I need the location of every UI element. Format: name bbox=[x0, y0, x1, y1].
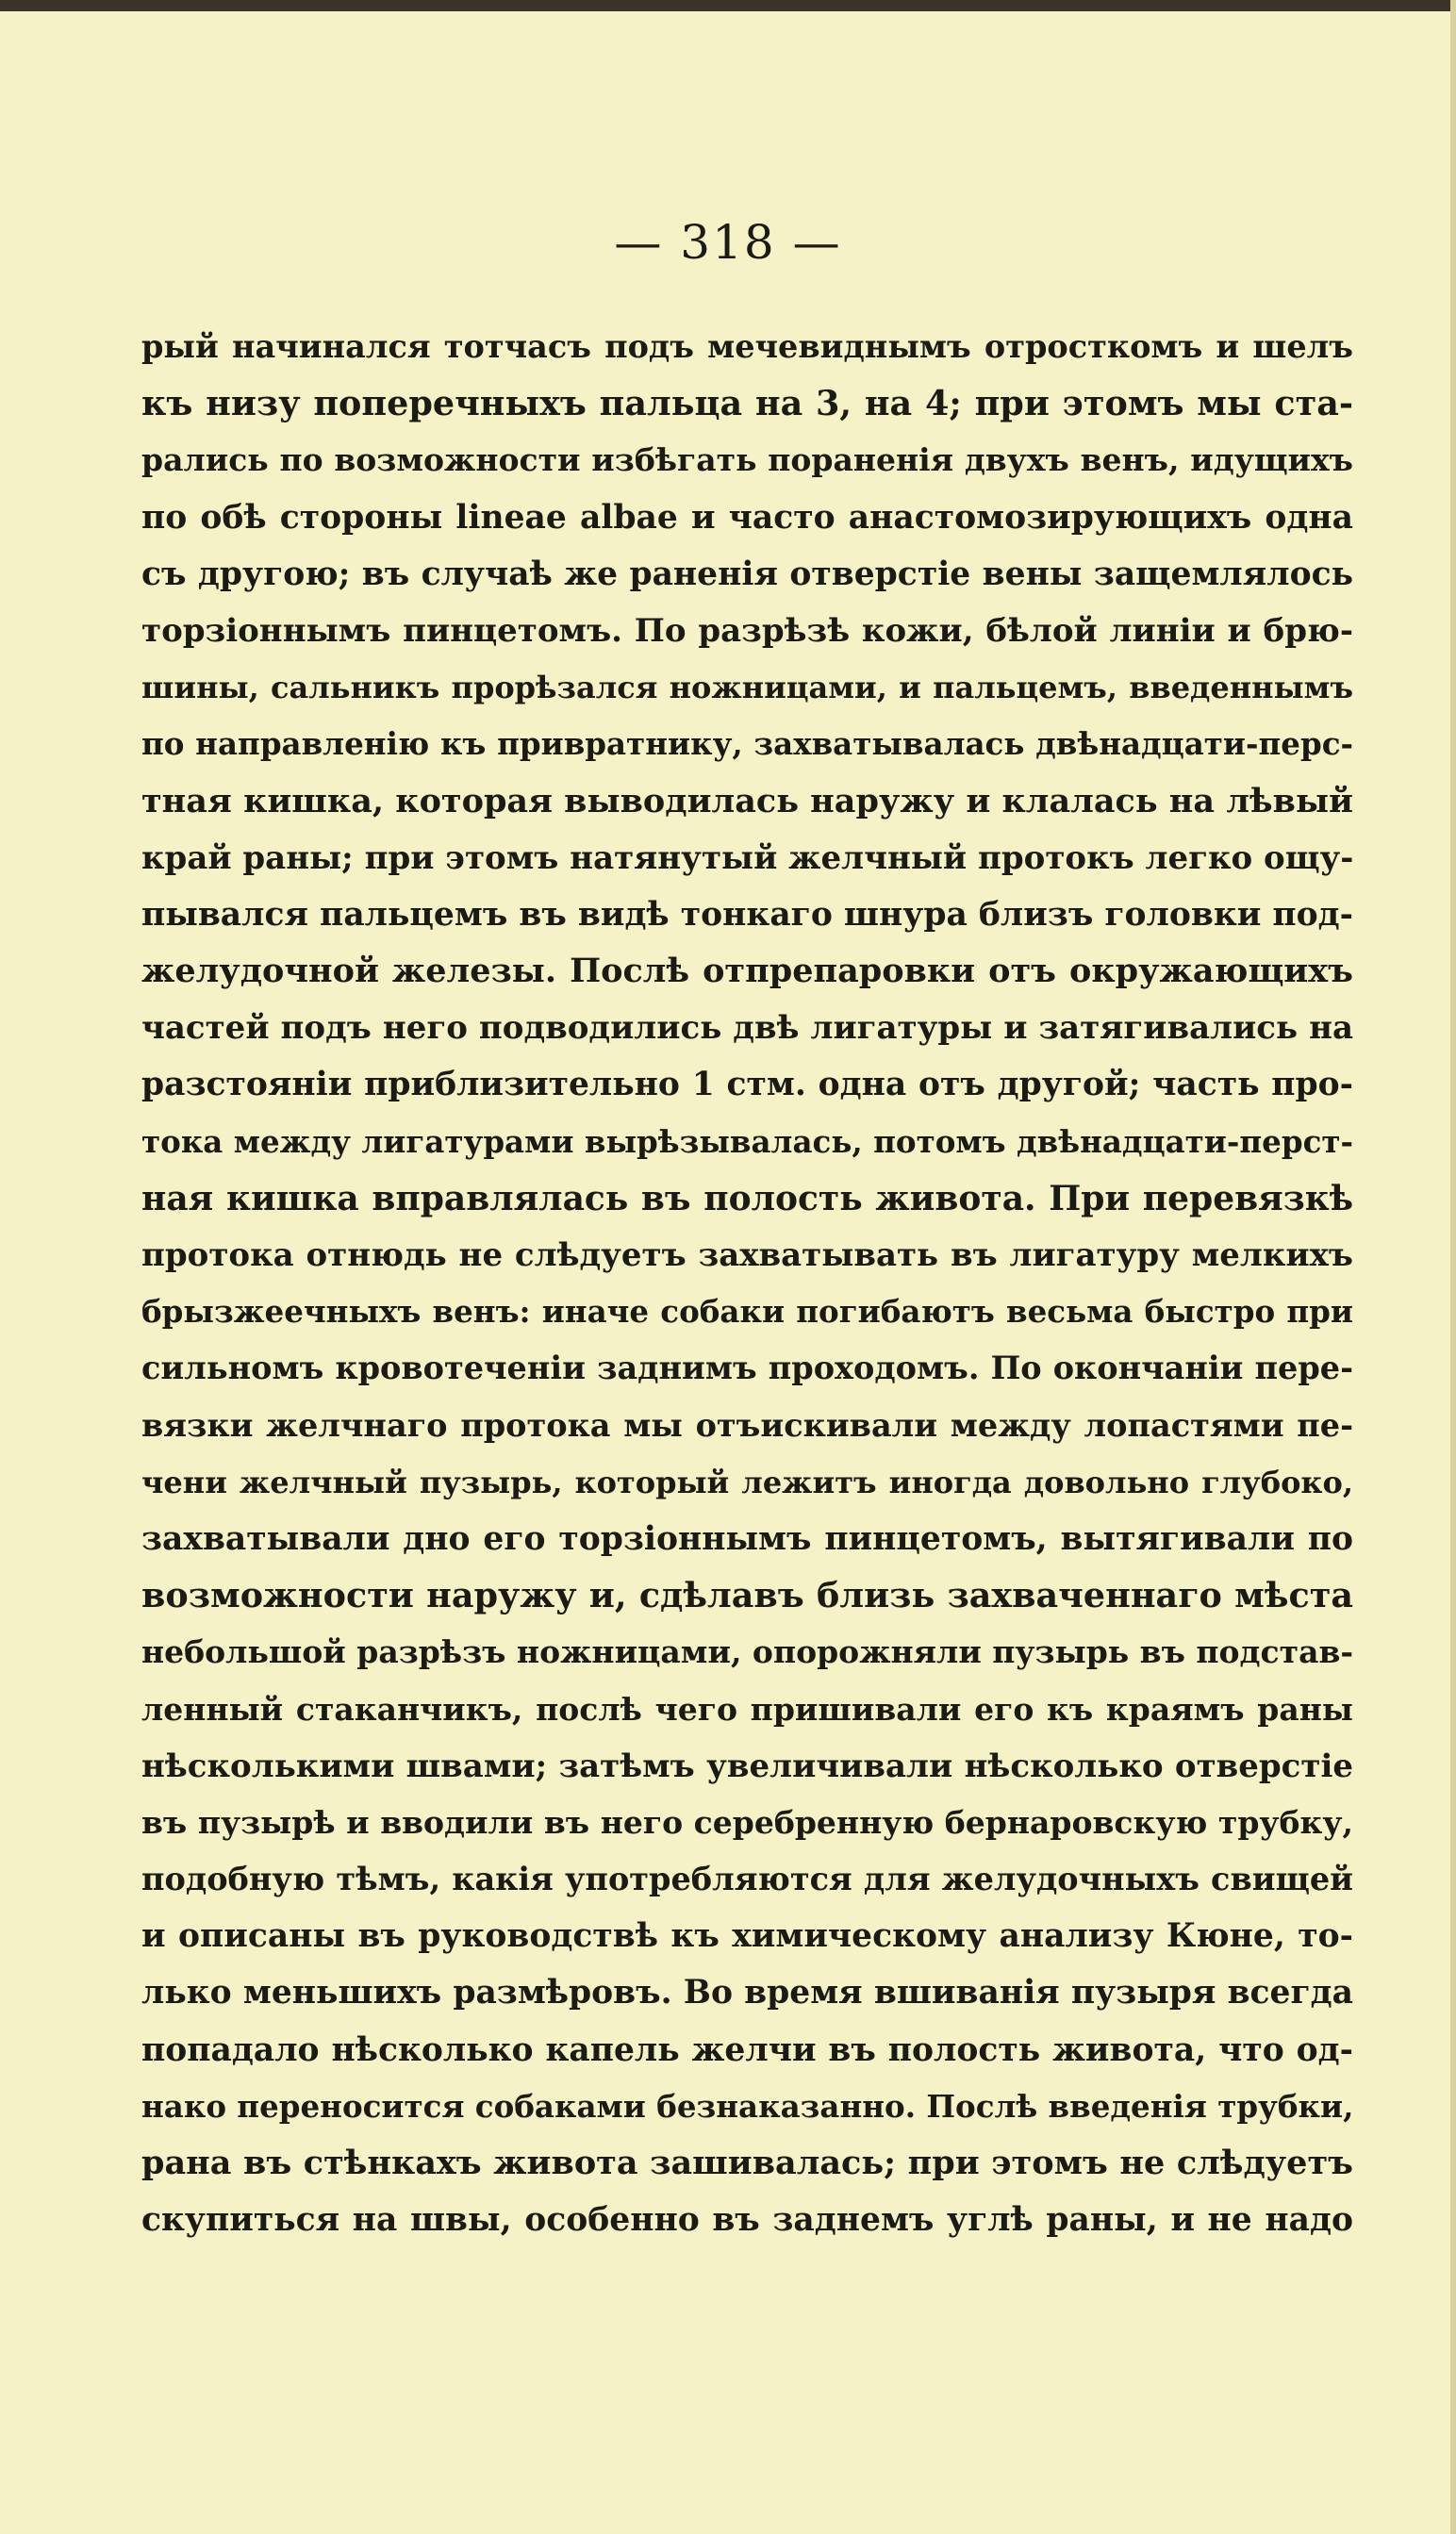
text-line: небольшой разрѣзъ ножницами, опорожняли пузырь въ подстав- bbox=[141, 1633, 1353, 1671]
page-right-edge bbox=[1450, 0, 1456, 2534]
text-line: желудочной железы. Послѣ отпрепаровки отъ окружающихъ bbox=[141, 952, 1353, 991]
text-line: попадало нѣсколько капель желчи въ полость живота, что од- bbox=[141, 2030, 1353, 2069]
text-line: лько меньшихъ размѣровъ. Во время вшиванія пузыря всегда bbox=[141, 1974, 1353, 2012]
text-line: подобную тѣмъ, какія употребляются для желудочныхъ свищей bbox=[141, 1861, 1353, 1898]
page-number: — 318 — bbox=[614, 215, 842, 270]
text-line: по направленію къ привратнику, захватывалась двѣнадцати-перс- bbox=[141, 725, 1353, 763]
text-line: пывался пальцемъ въ видѣ тонкаго шнура близъ головки под- bbox=[141, 895, 1353, 934]
text-line: рана въ стѣнкахъ живота зашивалась; при этомъ не слѣдуетъ bbox=[141, 2144, 1353, 2182]
text-line: нако переносится собаками безнаказанно. Послѣ введенія трубки, bbox=[141, 2087, 1353, 2125]
text-line: шины, сальникъ прорѣзался ножницами, и пальцемъ, введеннымъ bbox=[141, 670, 1353, 706]
text-line: по обѣ стороны lineae albae и часто анастомозирующихъ одна bbox=[141, 498, 1353, 537]
text-line: рались по возможности избѣгать пораненія двухъ венъ, идущихъ bbox=[141, 441, 1353, 479]
text-line: захватывали дно его торзіоннымъ пинцетомъ, вытягивали по bbox=[141, 1519, 1353, 1558]
text-line: край раны; при этомъ натянутый желчный протокъ легко ощу- bbox=[141, 838, 1353, 877]
text-line: съ другою; въ случаѣ же раненія отверстіе вены защемлялось bbox=[141, 555, 1353, 593]
text-line: нѣсколькими швами; затѣмъ увеличивали нѣсколько отверстіе bbox=[141, 1747, 1353, 1785]
page-top-edge bbox=[0, 0, 1456, 11]
text-line: тная кишка, которая выводилась наружу и клалась на лѣвый bbox=[141, 781, 1353, 820]
text-line: ная кишка вправлялась въ полость живота. При перевязкѣ bbox=[141, 1178, 1353, 1218]
text-line: рый начинался тотчасъ подъ мечевиднымъ отросткомъ и шелъ bbox=[141, 328, 1353, 365]
text-line: скупиться на швы, особенно въ заднемъ углѣ раны, и не надо bbox=[141, 2201, 1353, 2240]
text-line: частей подъ него подводились двѣ лигатуры и затягивались на bbox=[141, 1009, 1353, 1048]
text-line: брызжеечныхъ венъ: иначе собаки погибаютъ весьма быстро при bbox=[141, 1293, 1353, 1331]
text-line: возможности наружу и, сдѣлавъ близь захваченнаго мѣста bbox=[141, 1575, 1353, 1616]
text-line: торзіоннымъ пинцетомъ. По разрѣзѣ кожи, бѣлой линіи и брю- bbox=[141, 611, 1353, 650]
text-line: протока отнюдь не слѣдуетъ захватывать въ лигатуру мелкихъ bbox=[141, 1236, 1353, 1274]
text-line: и описаны въ руководствѣ къ химическому анализу Кюне, то- bbox=[141, 1917, 1353, 1956]
text-line: ленный стаканчикъ, послѣ чего пришивали его къ краямъ раны bbox=[141, 1690, 1353, 1728]
text-line: тока между лигатурами вырѣзывалась, потомъ двѣнадцати-перст- bbox=[141, 1122, 1353, 1160]
body-text bbox=[141, 319, 1353, 2248]
text-line: разстояніи приблизительно 1 стм. одна отъ другой; часть про- bbox=[141, 1066, 1353, 1104]
text-line: въ пузырѣ и вводили въ него серебренную бернаровскую трубку, bbox=[141, 1803, 1353, 1841]
text-line: сильномъ кровотеченіи заднимъ проходомъ. По окончаніи пере- bbox=[141, 1350, 1353, 1387]
text-line: къ низу поперечныхъ пальца на 3, на 4; при этомъ мы ста- bbox=[141, 383, 1353, 424]
text-line: чени желчный пузырь, который лежитъ иногда довольно глубоко, bbox=[141, 1464, 1353, 1500]
text-line: вязки желчнаго протока мы отъискивали между лопастями пе- bbox=[141, 1406, 1353, 1444]
